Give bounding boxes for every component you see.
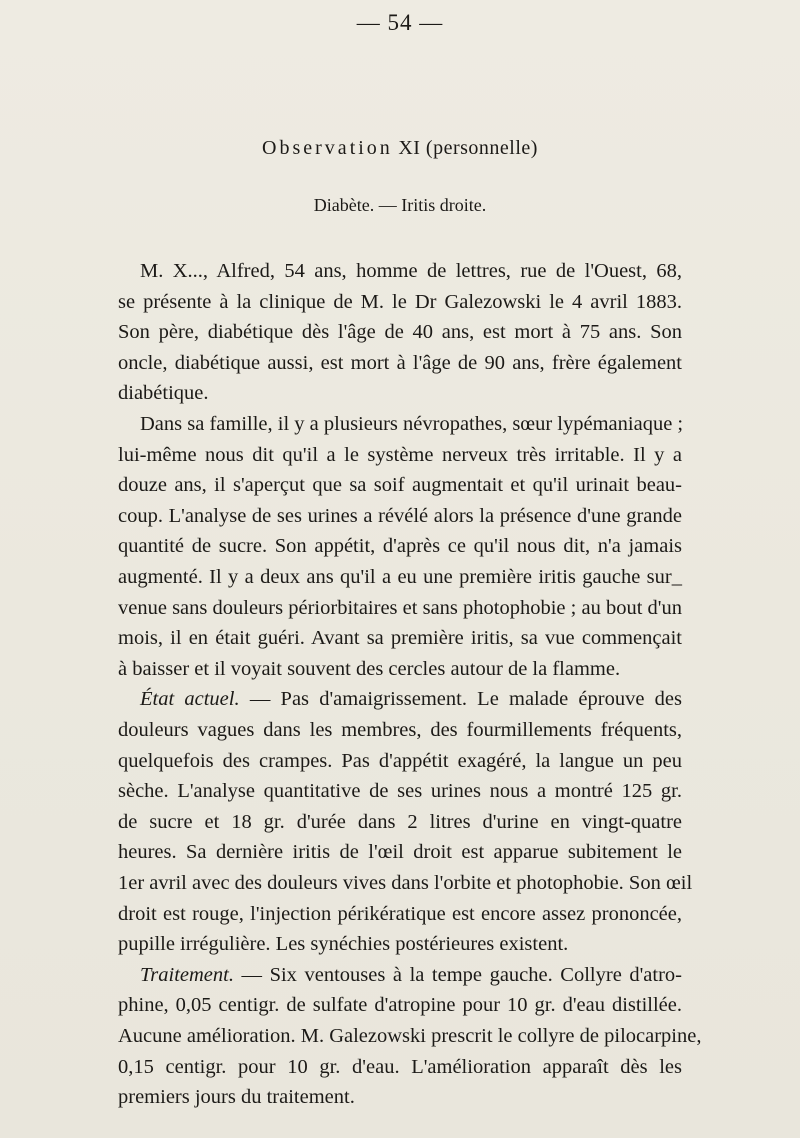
- text-line: mois, il en était guéri. Avant sa première iritis, sa vue commençait: [118, 627, 682, 650]
- observation-subtitle: Diabète. — Iritis droite.: [313, 195, 487, 215]
- observation-label: Observation: [262, 137, 393, 159]
- text-line: coup. L'analyse de ses urines a révélé alors la présence d'une grande: [118, 504, 682, 527]
- page-number: — 54 —: [356, 10, 444, 35]
- text-line: Aucune amélioration. M. Galezowski prescrit le collyre de pilocarpine,: [118, 1025, 702, 1047]
- section-heading: Traitement.: [140, 963, 234, 986]
- text-line: lui-même nous dit qu'il a le système nerveux très irritable. Il y a: [118, 443, 682, 466]
- text-line: phine, 0,05 centigr. de sulfate d'atropine pour 10 gr. d'eau distillée.: [118, 994, 682, 1017]
- text-line: quelquefois des crampes. Pas d'appétit exagéré, la langue un peu: [118, 749, 682, 772]
- text-line: 1er avril avec des douleurs vives dans l'orbite et photophobie. Son œil: [118, 872, 693, 894]
- text-line: M. X..., Alfred, 54 ans, homme de lettres, rue de l'Ouest, 68,: [140, 260, 682, 282]
- text-line: pupille irrégulière. Les synéchies postérieures existent.: [118, 933, 569, 956]
- text-line: venue sans douleurs périorbitaires et sans photophobie ; au bout d'un: [118, 596, 682, 619]
- text-line: quantité de sucre. Son appétit, d'après ce qu'il nous dit, n'a jamais: [118, 535, 682, 558]
- text-line: sèche. L'analyse quantitative de ses urines nous a montré 125 gr.: [118, 780, 682, 803]
- text-line: à baisser et il voyait souvent des cercles autour de la flamme.: [118, 657, 621, 680]
- section-heading: État actuel.: [140, 688, 240, 711]
- text-line: 0,15 centigr. pour 10 gr. d'eau. L'amélioration apparaît dès les: [118, 1055, 682, 1078]
- text-line: heures. Sa dernière iritis de l'œil droit est apparue subitement le: [118, 841, 682, 864]
- text-line: diabétique.: [118, 382, 209, 405]
- text-line: douze ans, il s'aperçut que sa soif augmentait et qu'il urinait beau-: [118, 474, 682, 497]
- text-line: premiers jours du traitement.: [118, 1086, 355, 1109]
- text-line: [140, 687, 682, 711]
- text-line: augmenté. Il y a deux ans qu'il a eu une première iritis gauche sur_: [118, 566, 682, 588]
- text-line: douleurs vagues dans les membres, des fourmillements fréquents,: [118, 719, 682, 741]
- text-line: se présente à la clinique de M. le Dr Galezowski le 4 avril 1883.: [118, 290, 682, 313]
- observation-title: [0, 137, 800, 160]
- text-line: de sucre et 18 gr. d'urée dans 2 litres d'urine en vingt-quatre: [118, 810, 682, 833]
- text-line: [140, 963, 682, 987]
- text-line: Dans sa famille, il y a plusieurs névropathes, sœur lypémaniaque ;: [140, 413, 684, 435]
- text-line: droit est rouge, l'injection périkératique est encore assez prononcée,: [118, 902, 682, 925]
- observation-number: XI (personnelle): [392, 137, 538, 159]
- text-line: Son père, diabétique dès l'âge de 40 ans, est mort à 75 ans. Son: [118, 321, 682, 344]
- text-line: oncle, diabétique aussi, est mort à l'âge de 90 ans, frère également: [118, 351, 682, 374]
- text-span: — Six ventouses à la tempe gauche. Collyre d'atro-: [233, 963, 682, 986]
- text-span: — Pas d'amaigrissement. Le malade éprouve des: [239, 688, 682, 711]
